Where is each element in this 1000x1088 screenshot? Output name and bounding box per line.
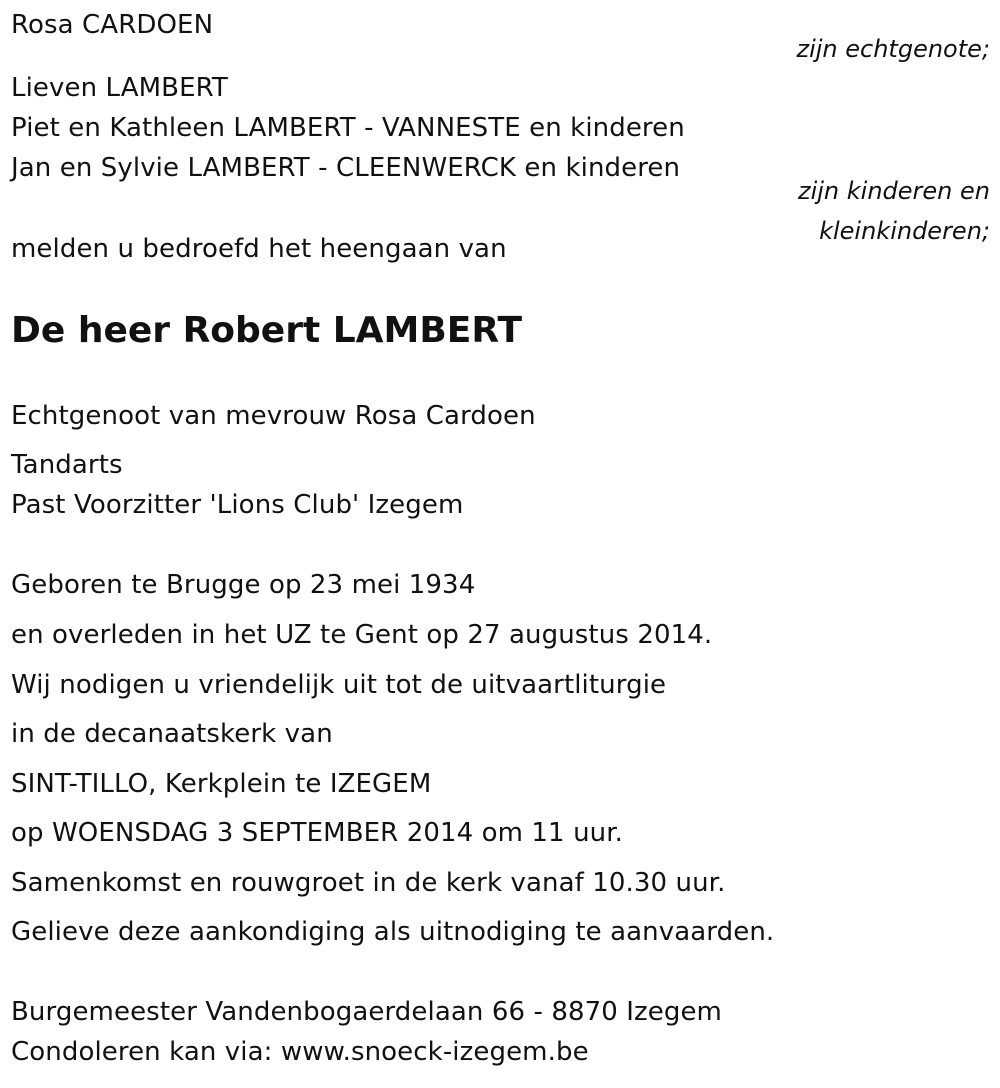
- child-line-1: Lieven LAMBERT: [11, 73, 228, 103]
- deceased-profession: Tandarts: [11, 450, 123, 480]
- death-line: en overleden in het UZ te Gent op 27 augustus 2014.: [11, 620, 713, 650]
- child-line-2: Piet en Kathleen LAMBERT - VANNESTE en kinderen: [11, 113, 685, 143]
- birth-line: Geboren te Brugge op 23 mei 1934: [11, 570, 476, 600]
- invitation-line: Wij nodigen u vriendelijk uit tot de uitvaartliturgie: [11, 670, 667, 700]
- notice-line: Gelieve deze aankondiging als uitnodiging te aanvaarden.: [11, 917, 775, 947]
- condolence-line: Condoleren kan via: www.snoeck-izegem.be: [11, 1037, 589, 1067]
- deceased-function: Past Voorzitter 'Lions Club' Izegem: [11, 490, 464, 520]
- spouse-name: Rosa CARDOEN: [11, 10, 214, 40]
- deceased-spouse-of: Echtgenoot van mevrouw Rosa Cardoen: [11, 401, 536, 431]
- children-role-line-1: zijn kinderen en: [798, 177, 990, 205]
- child-line-3: Jan en Sylvie LAMBERT - CLEENWERCK en kinderen: [11, 153, 681, 183]
- deceased-name: De heer Robert LAMBERT: [11, 310, 523, 351]
- announcement-text: melden u bedroefd het heengaan van: [11, 234, 507, 264]
- date-line: op WOENSDAG 3 SEPTEMBER 2014 om 11 uur.: [11, 818, 623, 848]
- church-line: in de decanaatskerk van: [11, 719, 333, 749]
- children-role-line-2: kleinkinderen;: [819, 217, 990, 245]
- location-line: SINT-TILLO, Kerkplein te IZEGEM: [11, 769, 432, 799]
- spouse-role: zijn echtgenote;: [796, 35, 990, 63]
- address-line: Burgemeester Vandenbogaerdelaan 66 - 8870 Izegem: [11, 997, 722, 1027]
- gathering-line: Samenkomst en rouwgroet in de kerk vanaf 10.30 uur.: [11, 868, 726, 898]
